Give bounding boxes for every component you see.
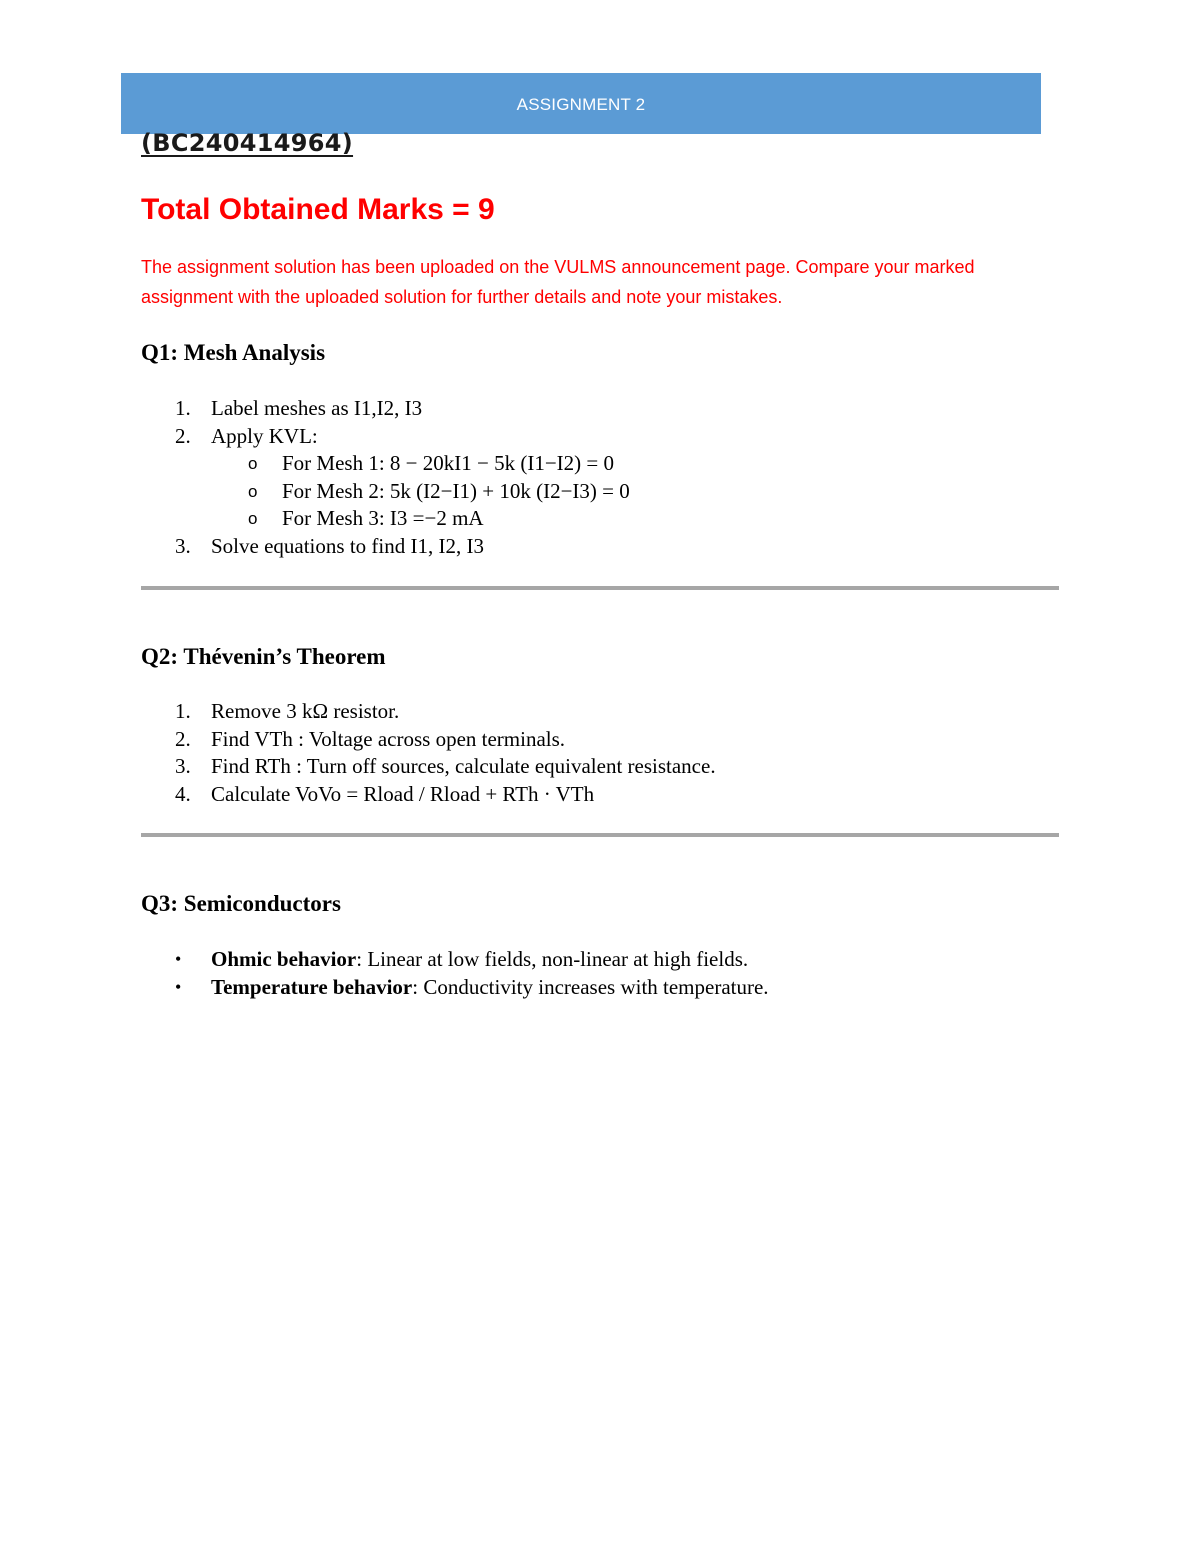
list-marker: 1. — [175, 396, 191, 420]
list-item-text: Remove 3 kΩ resistor. — [211, 699, 400, 723]
total-marks: Total Obtained Marks = 9 — [141, 193, 495, 226]
list-item-text: Find RTh : Turn off sources, calculate equivalent resistance. — [211, 754, 716, 778]
list-marker: o — [248, 454, 258, 473]
section-divider — [141, 833, 1059, 837]
q1-list — [141, 395, 630, 560]
q1-title: Q1: Mesh Analysis — [141, 340, 326, 365]
list-item — [141, 533, 630, 561]
list-item-text: For Mesh 3: I3 =−2 mA — [282, 506, 484, 530]
list-item-text: For Mesh 1: 8 − 20kI1 − 5k (I1−I2) = 0 — [282, 451, 615, 475]
list-marker: 4. — [175, 781, 191, 806]
header-bar — [121, 73, 1041, 134]
list-item — [141, 781, 716, 809]
list-marker: 3. — [175, 754, 191, 778]
list-item-text: Apply KVL: — [211, 423, 318, 448]
list-item — [141, 698, 716, 726]
bullet-icon: • — [175, 949, 182, 969]
list-marker: o — [248, 509, 258, 528]
term-label: Ohmic behavior — [211, 947, 357, 971]
list-item-text: Find VTh : Voltage across open terminals. — [211, 726, 566, 751]
list-item-text: : Conductivity increases with temperature. — [412, 974, 769, 999]
list-item-text: : Linear at low fields, non-linear at high fields. — [356, 947, 749, 971]
q2-list — [141, 698, 716, 808]
list-marker: 2. — [175, 726, 191, 751]
header-title: ASSIGNMENT 2 — [516, 94, 646, 114]
q3-title: Q3: Semiconductors — [141, 891, 341, 916]
list-item — [141, 395, 630, 423]
list-item-text: Label meshes as I1,I2, I3 — [211, 396, 423, 420]
list-marker: 3. — [175, 533, 191, 558]
section-divider — [141, 586, 1059, 590]
list-item — [141, 726, 716, 754]
sub-list-item — [141, 450, 630, 478]
list-item — [141, 946, 769, 974]
list-item-text: For Mesh 2: 5k (I2−I1) + 10k (I2−I3) = 0 — [282, 478, 630, 503]
term-label: Temperature behavior — [211, 974, 413, 999]
sub-list-item — [141, 505, 630, 533]
list-marker: 2. — [175, 423, 191, 448]
list-marker: o — [248, 481, 258, 501]
list-item — [141, 974, 769, 1002]
q3-list — [141, 946, 769, 1001]
student-id: (BC240414964) — [141, 129, 354, 157]
list-item — [141, 753, 716, 781]
list-item-text: Calculate VoVo = Rload / Rload + RTh · VTh — [211, 781, 595, 806]
sub-list-item — [141, 478, 630, 506]
list-item-text: Solve equations to find I1, I2, I3 — [211, 533, 484, 558]
bullet-icon: • — [175, 976, 182, 997]
q2-title: Q2: Thévenin’s Theorem — [141, 644, 386, 669]
feedback-note: The assignment solution has been uploaded on the VULMS announcement page. Compare your marked assignment with the uploaded solution for further details and note your mistakes. — [141, 257, 975, 307]
list-item — [141, 423, 630, 451]
list-marker: 1. — [175, 699, 191, 723]
